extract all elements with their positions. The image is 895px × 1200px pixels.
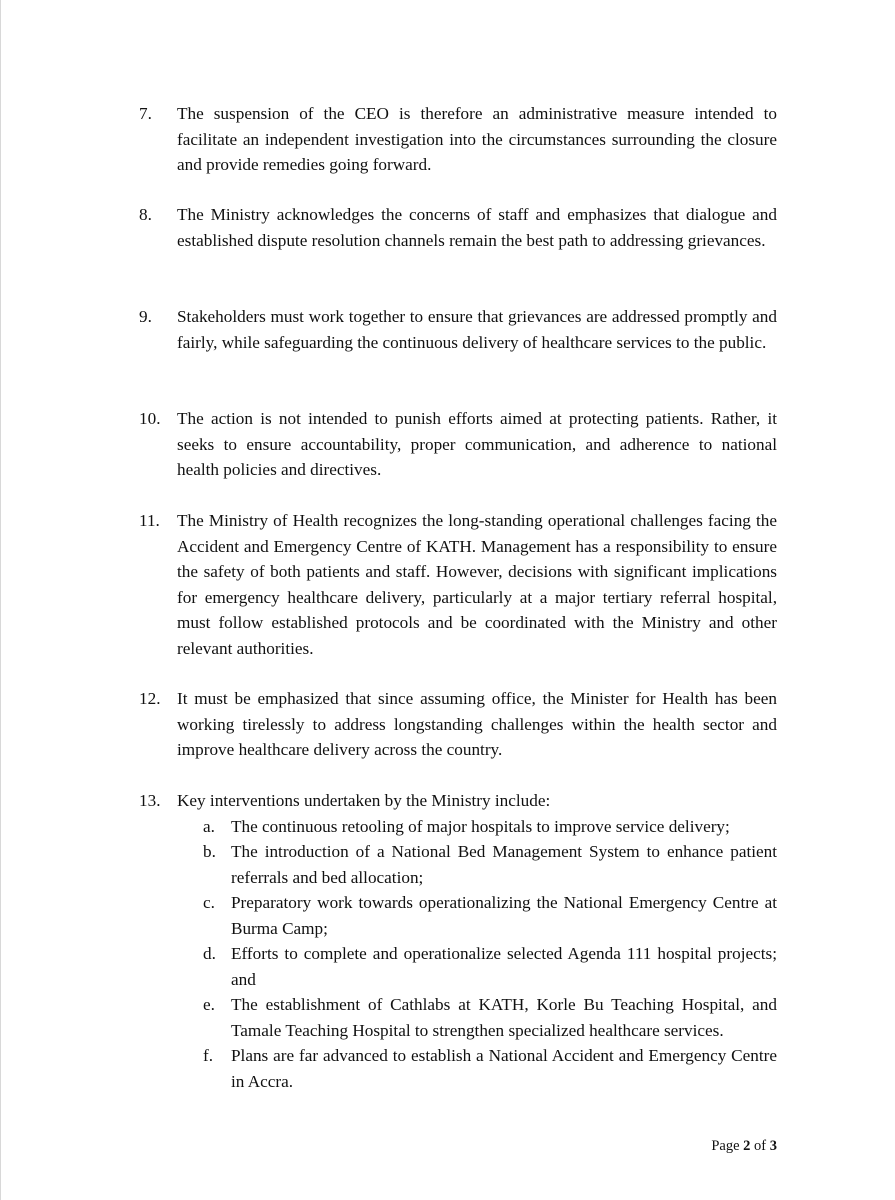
paragraph-text: The action is not intended to punish efforts aimed at protecting patients. Rather, it seeks to ensure accountability, proper communication, and adherence to national health policies and directives. [177, 409, 777, 479]
paragraph-text: The Ministry acknowledges the concerns of staff and emphasizes that dialogue and established dispute resolution channels remain the best path to addressing grievances. [177, 205, 777, 250]
sub-item-letter: a. [203, 817, 215, 836]
paragraph-number: 12. [139, 689, 161, 708]
page-number-footer [711, 1136, 777, 1156]
paragraph-7 [139, 101, 777, 178]
sub-item-letter: c. [203, 893, 215, 912]
paragraph-number: 7. [139, 104, 152, 123]
paragraph-9 [139, 304, 777, 355]
sub-item-text: Plans are far advanced to establish a National Accident and Emergency Centre in Accra. [231, 1046, 777, 1091]
paragraph-12 [139, 686, 777, 763]
paragraph-number: 9. [139, 307, 152, 326]
sub-item-d [201, 941, 777, 992]
sub-item-c [201, 890, 777, 941]
sub-item-letter: b. [203, 842, 216, 861]
paragraph-number: 13. [139, 791, 161, 810]
paragraph-11 [139, 508, 777, 661]
paragraph-number: 11. [139, 511, 160, 530]
paragraph-text: The suspension of the CEO is therefore an administrative measure intended to facilitate an independent investigation into the circumstances surrounding the closure and provide remedies going forward. [177, 104, 777, 174]
paragraph-text: The Ministry of Health recognizes the long-standing operational challenges facing the Accident and Emergency Centre of KATH. Management has a responsibility to ensure the safety of both patients and staff. However, decisions with significant implications for emergency healthcare delivery, particularly at a major tertiary referral hospital, must follow established protocols and be coordinated with the Ministry and other relevant authorities. [177, 511, 777, 658]
sub-item-text: The continuous retooling of major hospitals to improve service delivery; [231, 817, 730, 836]
sub-item-text: Efforts to complete and operationalize selected Agenda 111 hospital projects; and [231, 944, 777, 989]
paragraph-text: It must be emphasized that since assuming office, the Minister for Health has been working tirelessly to address longstanding challenges within the health sector and improve healthcare delivery across the country. [177, 689, 777, 759]
paragraph-text: Key interventions undertaken by the Ministry include: [177, 791, 551, 810]
sub-item-e [201, 992, 777, 1043]
sub-item-a [201, 814, 777, 840]
of-word: of [754, 1138, 767, 1154]
sub-item-text: Preparatory work towards operationalizing the National Emergency Centre at Burma Camp; [231, 893, 777, 938]
page-total: 3 [769, 1138, 777, 1154]
paragraph-text: Stakeholders must work together to ensure that grievances are addressed promptly and fairly, while safeguarding the continuous delivery of healthcare services to the public. [177, 307, 777, 352]
sub-item-text: The introduction of a National Bed Management System to enhance patient referrals and bed allocation; [231, 842, 777, 887]
paragraph-number: 10. [139, 409, 161, 428]
sub-item-letter: f. [203, 1046, 214, 1065]
sub-item-b [201, 839, 777, 890]
sub-item-text: The establishment of Cathlabs at KATH, Korle Bu Teaching Hospital, and Tamale Teaching Hospital to strengthen specialized healthcare services. [231, 995, 777, 1040]
paragraph-10 [139, 406, 777, 483]
page-current: 2 [743, 1138, 751, 1154]
paragraph-13 [139, 788, 777, 814]
paragraph-number: 8. [139, 205, 152, 224]
paragraph-8 [139, 202, 777, 253]
page-word: Page [711, 1138, 740, 1154]
sub-item-f [201, 1043, 777, 1094]
sub-item-letter: d. [203, 944, 216, 963]
sub-item-letter: e. [203, 995, 215, 1014]
